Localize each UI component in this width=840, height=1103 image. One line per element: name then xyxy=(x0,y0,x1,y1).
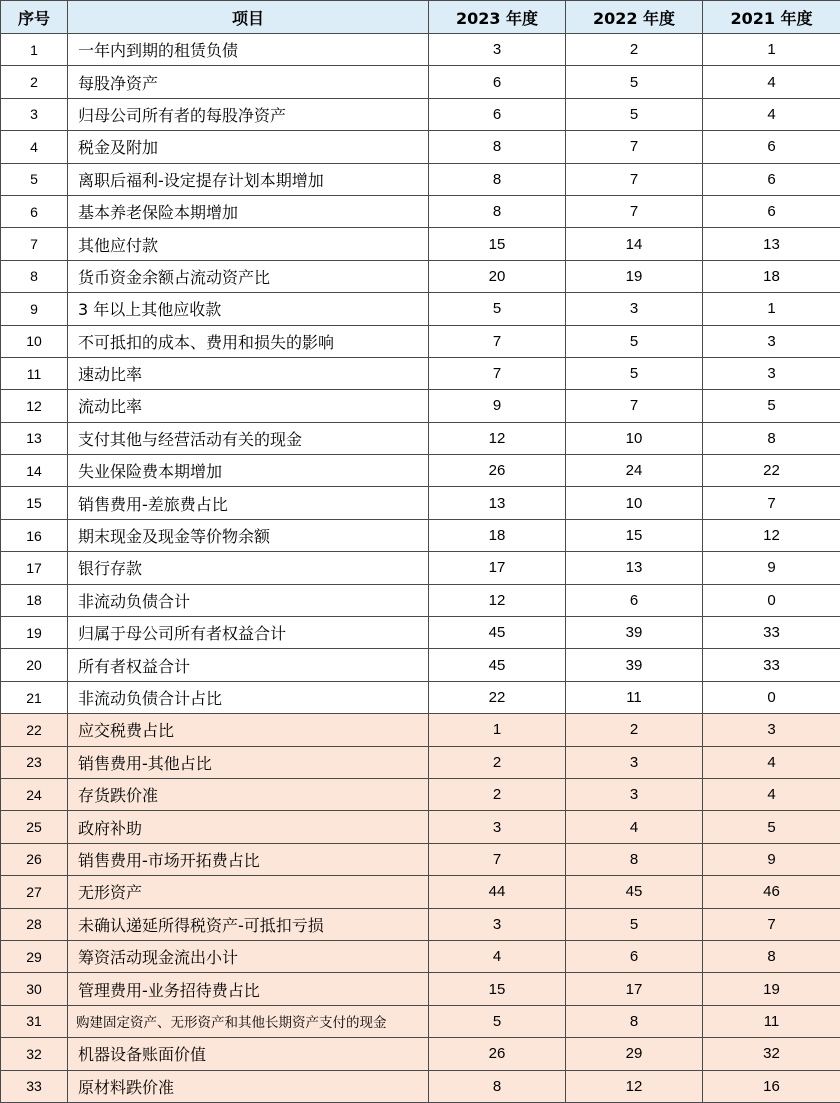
table-row xyxy=(1,422,840,454)
row-value-2021-cell: 8 xyxy=(703,940,840,972)
row-value-2022-cell: 8 xyxy=(566,843,703,875)
table-row xyxy=(1,746,840,778)
row-item-cell: 销售费用-其他占比 xyxy=(68,746,429,778)
row-value-2022-cell: 14 xyxy=(566,228,703,260)
table-row xyxy=(1,519,840,551)
row-item-cell: 所有者权益合计 xyxy=(68,649,429,681)
row-value-2021-cell: 4 xyxy=(703,746,840,778)
row-value-2021-cell: 19 xyxy=(703,973,840,1005)
row-value-2022-cell: 11 xyxy=(566,681,703,713)
row-index-cell: 22 xyxy=(1,714,68,746)
row-value-2023-cell: 3 xyxy=(429,908,566,940)
row-index-cell: 28 xyxy=(1,908,68,940)
row-value-2021-cell: 3 xyxy=(703,325,840,357)
row-value-2021-cell: 12 xyxy=(703,519,840,551)
row-index-cell: 24 xyxy=(1,778,68,810)
row-item-cell: 速动比率 xyxy=(68,357,429,389)
row-value-2022-cell: 3 xyxy=(566,778,703,810)
row-item-cell: 流动比率 xyxy=(68,390,429,422)
row-value-2021-cell: 18 xyxy=(703,260,840,292)
row-item-cell: 3 年以上其他应收款 xyxy=(68,293,429,325)
row-index-cell: 23 xyxy=(1,746,68,778)
table-row xyxy=(1,584,840,616)
row-index-cell: 32 xyxy=(1,1038,68,1070)
row-value-2021-cell: 8 xyxy=(703,422,840,454)
row-index-cell: 16 xyxy=(1,519,68,551)
row-value-2023-cell: 12 xyxy=(429,422,566,454)
row-value-2022-cell: 2 xyxy=(566,34,703,66)
row-value-2023-cell: 6 xyxy=(429,98,566,130)
row-value-2022-cell: 7 xyxy=(566,131,703,163)
row-item-cell: 购建固定资产、无形资产和其他长期资产支付的现金 xyxy=(68,1005,429,1037)
row-index-cell: 5 xyxy=(1,163,68,195)
row-index-cell: 25 xyxy=(1,811,68,843)
row-value-2022-cell: 5 xyxy=(566,98,703,130)
row-value-2022-cell: 39 xyxy=(566,649,703,681)
row-item-cell: 其他应付款 xyxy=(68,228,429,260)
row-value-2022-cell: 3 xyxy=(566,746,703,778)
row-index-cell: 8 xyxy=(1,260,68,292)
row-value-2021-cell: 46 xyxy=(703,876,840,908)
table-row xyxy=(1,811,840,843)
row-value-2023-cell: 45 xyxy=(429,617,566,649)
row-value-2021-cell: 4 xyxy=(703,778,840,810)
row-value-2022-cell: 17 xyxy=(566,973,703,1005)
row-item-cell: 应交税费占比 xyxy=(68,714,429,746)
row-value-2023-cell: 6 xyxy=(429,66,566,98)
row-value-2021-cell: 3 xyxy=(703,357,840,389)
row-item-cell: 不可抵扣的成本、费用和损失的影响 xyxy=(68,325,429,357)
row-value-2022-cell: 12 xyxy=(566,1070,703,1102)
table-row xyxy=(1,131,840,163)
table-row xyxy=(1,195,840,227)
row-item-cell: 筹资活动现金流出小计 xyxy=(68,940,429,972)
row-index-cell: 11 xyxy=(1,357,68,389)
row-value-2021-cell: 9 xyxy=(703,843,840,875)
row-value-2023-cell: 7 xyxy=(429,843,566,875)
table-row xyxy=(1,649,840,681)
row-value-2022-cell: 7 xyxy=(566,390,703,422)
table-row xyxy=(1,681,840,713)
row-value-2022-cell: 10 xyxy=(566,487,703,519)
row-index-cell: 18 xyxy=(1,584,68,616)
row-value-2021-cell: 3 xyxy=(703,714,840,746)
row-value-2023-cell: 18 xyxy=(429,519,566,551)
row-value-2022-cell: 5 xyxy=(566,357,703,389)
row-value-2023-cell: 2 xyxy=(429,778,566,810)
header-row xyxy=(1,1,840,34)
table-row xyxy=(1,1005,840,1037)
row-value-2021-cell: 0 xyxy=(703,584,840,616)
row-value-2021-cell: 5 xyxy=(703,390,840,422)
row-value-2021-cell: 0 xyxy=(703,681,840,713)
row-value-2023-cell: 4 xyxy=(429,940,566,972)
row-value-2021-cell: 1 xyxy=(703,34,840,66)
row-item-cell: 每股净资产 xyxy=(68,66,429,98)
row-value-2023-cell: 45 xyxy=(429,649,566,681)
header-year-2022: 2022 年度 xyxy=(566,1,703,34)
row-value-2021-cell: 22 xyxy=(703,455,840,487)
row-value-2023-cell: 44 xyxy=(429,876,566,908)
row-value-2022-cell: 15 xyxy=(566,519,703,551)
row-value-2023-cell: 12 xyxy=(429,584,566,616)
row-index-cell: 12 xyxy=(1,390,68,422)
row-item-cell: 销售费用-市场开拓费占比 xyxy=(68,843,429,875)
row-item-cell: 政府补助 xyxy=(68,811,429,843)
row-item-cell: 非流动负债合计 xyxy=(68,584,429,616)
row-item-cell: 原材料跌价准 xyxy=(68,1070,429,1102)
table-row xyxy=(1,325,840,357)
row-item-cell: 一年内到期的租赁负债 xyxy=(68,34,429,66)
header-year-2023: 2023 年度 xyxy=(429,1,566,34)
row-value-2022-cell: 5 xyxy=(566,908,703,940)
row-value-2021-cell: 33 xyxy=(703,617,840,649)
table-row xyxy=(1,940,840,972)
row-value-2023-cell: 9 xyxy=(429,390,566,422)
row-value-2022-cell: 29 xyxy=(566,1038,703,1070)
row-value-2021-cell: 6 xyxy=(703,131,840,163)
table-row xyxy=(1,390,840,422)
table-row xyxy=(1,617,840,649)
row-value-2022-cell: 6 xyxy=(566,584,703,616)
row-index-cell: 33 xyxy=(1,1070,68,1102)
row-value-2021-cell: 13 xyxy=(703,228,840,260)
row-value-2022-cell: 24 xyxy=(566,455,703,487)
row-item-cell: 非流动负债合计占比 xyxy=(68,681,429,713)
row-value-2023-cell: 22 xyxy=(429,681,566,713)
row-item-cell: 失业保险费本期增加 xyxy=(68,455,429,487)
table-row xyxy=(1,357,840,389)
row-item-cell: 基本养老保险本期增加 xyxy=(68,195,429,227)
row-value-2023-cell: 8 xyxy=(429,1070,566,1102)
table-header xyxy=(1,1,840,34)
row-item-cell: 存货跌价准 xyxy=(68,778,429,810)
row-value-2022-cell: 7 xyxy=(566,163,703,195)
row-item-cell: 归属于母公司所有者权益合计 xyxy=(68,617,429,649)
row-value-2021-cell: 6 xyxy=(703,195,840,227)
header-year-2021: 2021 年度 xyxy=(703,1,840,34)
row-value-2021-cell: 11 xyxy=(703,1005,840,1037)
table-row xyxy=(1,293,840,325)
table-row xyxy=(1,552,840,584)
row-value-2023-cell: 7 xyxy=(429,357,566,389)
row-value-2022-cell: 2 xyxy=(566,714,703,746)
row-value-2022-cell: 10 xyxy=(566,422,703,454)
table-row xyxy=(1,228,840,260)
row-value-2023-cell: 8 xyxy=(429,131,566,163)
row-index-cell: 4 xyxy=(1,131,68,163)
table-row xyxy=(1,973,840,1005)
row-value-2022-cell: 45 xyxy=(566,876,703,908)
row-index-cell: 7 xyxy=(1,228,68,260)
row-value-2023-cell: 1 xyxy=(429,714,566,746)
row-index-cell: 3 xyxy=(1,98,68,130)
row-value-2023-cell: 7 xyxy=(429,325,566,357)
table-row xyxy=(1,260,840,292)
row-value-2022-cell: 39 xyxy=(566,617,703,649)
table-row xyxy=(1,66,840,98)
row-item-cell: 归母公司所有者的每股净资产 xyxy=(68,98,429,130)
row-value-2023-cell: 20 xyxy=(429,260,566,292)
row-value-2021-cell: 16 xyxy=(703,1070,840,1102)
table-row xyxy=(1,98,840,130)
row-item-cell: 销售费用-差旅费占比 xyxy=(68,487,429,519)
row-value-2021-cell: 1 xyxy=(703,293,840,325)
row-item-cell: 税金及附加 xyxy=(68,131,429,163)
row-item-cell: 无形资产 xyxy=(68,876,429,908)
row-value-2023-cell: 13 xyxy=(429,487,566,519)
table-row xyxy=(1,1038,840,1070)
row-value-2021-cell: 5 xyxy=(703,811,840,843)
row-value-2023-cell: 15 xyxy=(429,973,566,1005)
table-row xyxy=(1,455,840,487)
row-value-2023-cell: 2 xyxy=(429,746,566,778)
row-value-2021-cell: 4 xyxy=(703,66,840,98)
row-value-2023-cell: 15 xyxy=(429,228,566,260)
row-item-cell: 支付其他与经营活动有关的现金 xyxy=(68,422,429,454)
row-item-cell: 管理费用-业务招待费占比 xyxy=(68,973,429,1005)
row-index-cell: 13 xyxy=(1,422,68,454)
row-value-2021-cell: 4 xyxy=(703,98,840,130)
row-value-2022-cell: 7 xyxy=(566,195,703,227)
row-value-2021-cell: 32 xyxy=(703,1038,840,1070)
row-value-2022-cell: 6 xyxy=(566,940,703,972)
row-index-cell: 27 xyxy=(1,876,68,908)
row-value-2023-cell: 3 xyxy=(429,811,566,843)
row-index-cell: 6 xyxy=(1,195,68,227)
row-value-2022-cell: 13 xyxy=(566,552,703,584)
table-row xyxy=(1,843,840,875)
table-row xyxy=(1,163,840,195)
header-index: 序号 xyxy=(1,1,68,34)
row-index-cell: 2 xyxy=(1,66,68,98)
row-index-cell: 9 xyxy=(1,293,68,325)
row-value-2021-cell: 6 xyxy=(703,163,840,195)
row-value-2021-cell: 7 xyxy=(703,487,840,519)
row-index-cell: 15 xyxy=(1,487,68,519)
row-value-2023-cell: 26 xyxy=(429,1038,566,1070)
row-item-cell: 货币资金余额占流动资产比 xyxy=(68,260,429,292)
row-index-cell: 17 xyxy=(1,552,68,584)
row-value-2023-cell: 8 xyxy=(429,195,566,227)
header-item: 项目 xyxy=(68,1,429,34)
row-index-cell: 30 xyxy=(1,973,68,1005)
row-value-2023-cell: 5 xyxy=(429,293,566,325)
row-value-2022-cell: 3 xyxy=(566,293,703,325)
row-value-2021-cell: 9 xyxy=(703,552,840,584)
row-item-cell: 银行存款 xyxy=(68,552,429,584)
row-value-2021-cell: 33 xyxy=(703,649,840,681)
row-index-cell: 29 xyxy=(1,940,68,972)
row-value-2022-cell: 8 xyxy=(566,1005,703,1037)
table-row xyxy=(1,908,840,940)
row-index-cell: 21 xyxy=(1,681,68,713)
row-index-cell: 1 xyxy=(1,34,68,66)
row-index-cell: 31 xyxy=(1,1005,68,1037)
row-index-cell: 20 xyxy=(1,649,68,681)
table-row xyxy=(1,34,840,66)
row-value-2021-cell: 7 xyxy=(703,908,840,940)
row-item-cell: 离职后福利-设定提存计划本期增加 xyxy=(68,163,429,195)
table-row xyxy=(1,714,840,746)
table-body xyxy=(1,34,840,1103)
table-row xyxy=(1,487,840,519)
row-value-2022-cell: 19 xyxy=(566,260,703,292)
row-value-2022-cell: 4 xyxy=(566,811,703,843)
row-value-2022-cell: 5 xyxy=(566,325,703,357)
row-value-2022-cell: 5 xyxy=(566,66,703,98)
table-row xyxy=(1,778,840,810)
row-item-cell: 期末现金及现金等价物余额 xyxy=(68,519,429,551)
row-index-cell: 10 xyxy=(1,325,68,357)
row-index-cell: 14 xyxy=(1,455,68,487)
row-index-cell: 19 xyxy=(1,617,68,649)
row-item-cell: 未确认递延所得税资产-可抵扣亏损 xyxy=(68,908,429,940)
row-value-2023-cell: 3 xyxy=(429,34,566,66)
row-item-cell: 机器设备账面价值 xyxy=(68,1038,429,1070)
row-value-2023-cell: 8 xyxy=(429,163,566,195)
table-row xyxy=(1,876,840,908)
row-value-2023-cell: 5 xyxy=(429,1005,566,1037)
row-value-2023-cell: 17 xyxy=(429,552,566,584)
row-value-2023-cell: 26 xyxy=(429,455,566,487)
row-index-cell: 26 xyxy=(1,843,68,875)
